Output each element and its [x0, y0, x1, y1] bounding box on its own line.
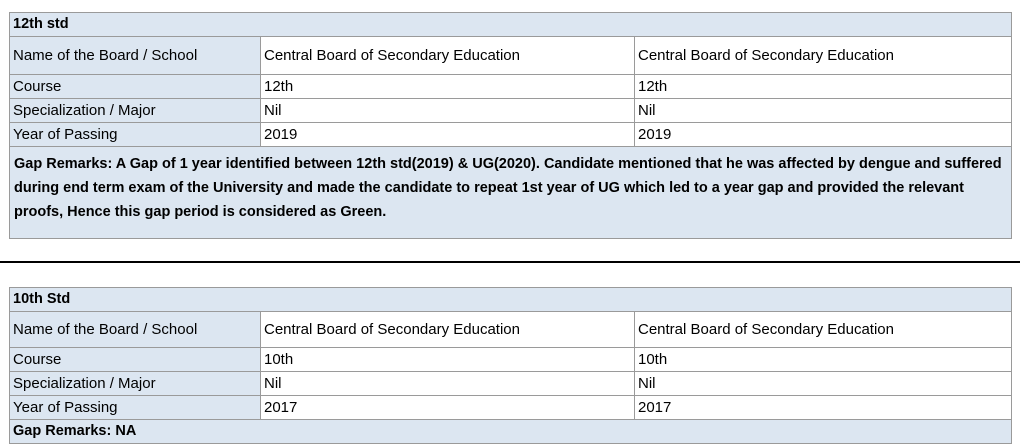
row-label: Year of Passing	[10, 123, 261, 147]
row-value-2: 12th	[635, 75, 1012, 99]
remarks-row	[10, 147, 1012, 239]
row-label: Specialization / Major	[10, 99, 261, 123]
row-label: Name of the Board / School	[10, 37, 261, 75]
row-value-2: 2019	[635, 123, 1012, 147]
table-row	[10, 312, 1012, 348]
row-value-2: Nil	[635, 372, 1012, 396]
education-table-12th	[9, 12, 1012, 239]
row-value-2: 10th	[635, 348, 1012, 372]
table-row	[10, 123, 1012, 147]
row-label: Specialization / Major	[10, 372, 261, 396]
section-heading: 12th std	[10, 13, 1012, 37]
row-value-2: 2017	[635, 396, 1012, 420]
table-row	[10, 37, 1012, 75]
table-row	[10, 372, 1012, 396]
section-divider	[0, 261, 1020, 263]
row-label: Name of the Board / School	[10, 312, 261, 348]
table-row	[10, 396, 1012, 420]
education-table-10th	[9, 287, 1012, 444]
row-value-1: 10th	[261, 348, 635, 372]
row-value-2: Nil	[635, 99, 1012, 123]
section-heading: 10th Std	[10, 288, 1012, 312]
table-row	[10, 75, 1012, 99]
gap-remarks: Gap Remarks: NA	[10, 420, 1012, 444]
row-value-1: Nil	[261, 99, 635, 123]
row-value-1: Central Board of Secondary Education	[261, 37, 635, 75]
row-value-1: Nil	[261, 372, 635, 396]
section-header-row	[10, 288, 1012, 312]
row-value-1: 2017	[261, 396, 635, 420]
row-label: Year of Passing	[10, 396, 261, 420]
row-value-2: Central Board of Secondary Education	[635, 37, 1012, 75]
row-label: Course	[10, 348, 261, 372]
gap-remarks: Gap Remarks: A Gap of 1 year identified between 12th std(2019) & UG(2020). Candidate mentioned that he was affected by dengue and suffered during end term exam of the University and made the candidate to repeat 1st year of UG which led to a year gap and provided the relevant proofs, Hence this gap period is considered as Green.	[10, 147, 1012, 239]
remarks-row	[10, 420, 1012, 444]
row-label: Course	[10, 75, 261, 99]
section-header-row	[10, 13, 1012, 37]
row-value-1: 12th	[261, 75, 635, 99]
table-row	[10, 348, 1012, 372]
row-value-2: Central Board of Secondary Education	[635, 312, 1012, 348]
row-value-1: Central Board of Secondary Education	[261, 312, 635, 348]
table-row	[10, 99, 1012, 123]
row-value-1: 2019	[261, 123, 635, 147]
